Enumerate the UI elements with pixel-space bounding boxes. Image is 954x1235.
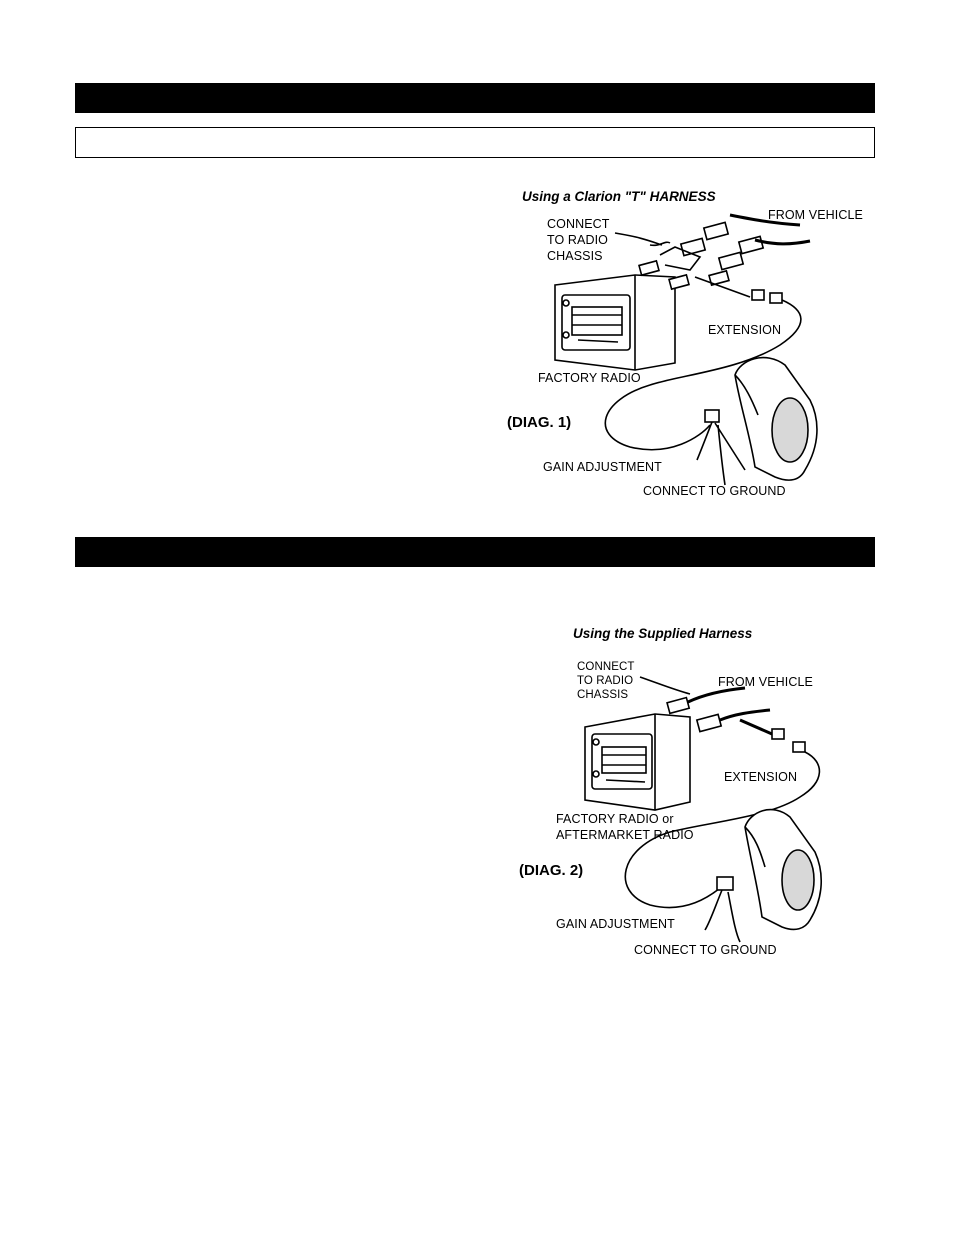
from-vehicle-label-2: FROM VEHICLE	[718, 675, 813, 689]
extension-label-2: EXTENSION	[724, 770, 798, 784]
from-vehicle-label: FROM VEHICLE	[768, 208, 863, 222]
speaker-enclosure-illustration	[735, 358, 817, 480]
connect-to-ground-label-2: CONNECT TO GROUND	[634, 943, 777, 957]
gain-adjustment-label: GAIN ADJUSTMENT	[543, 460, 662, 474]
diagram-1	[500, 185, 870, 505]
factory-radio-label: FACTORY RADIO	[538, 371, 641, 385]
factory-radio-illustration	[555, 275, 675, 370]
diagram-1-title: Using a Clarion "T" HARNESS	[522, 189, 716, 204]
factory-radio-illustration-2	[585, 714, 690, 810]
speaker-enclosure-illustration-2	[745, 810, 821, 930]
connect-to-ground-label: CONNECT TO GROUND	[643, 484, 786, 498]
connect-to-radio-chassis-label: CONNECT TO RADIO CHASSIS	[547, 217, 610, 263]
connect-to-radio-chassis-label-2: CONNECT TO RADIO CHASSIS	[577, 661, 635, 701]
section-subheader-box	[75, 127, 875, 158]
diagram-2-illustration	[510, 622, 850, 962]
extension-label: EXTENSION	[708, 323, 782, 337]
diagram-2	[510, 622, 850, 962]
section-header-bar-1	[75, 83, 875, 113]
diag-1-label: (DIAG. 1)	[507, 414, 572, 431]
gain-adjustment-label-2: GAIN ADJUSTMENT	[556, 917, 675, 931]
factory-radio-label-2: FACTORY RADIO or AFTERMARKET RADIO	[556, 812, 694, 842]
diagram-2-title: Using the Supplied Harness	[573, 626, 753, 641]
section-header-bar-2	[75, 537, 875, 567]
diag-2-label: (DIAG. 2)	[519, 862, 584, 879]
